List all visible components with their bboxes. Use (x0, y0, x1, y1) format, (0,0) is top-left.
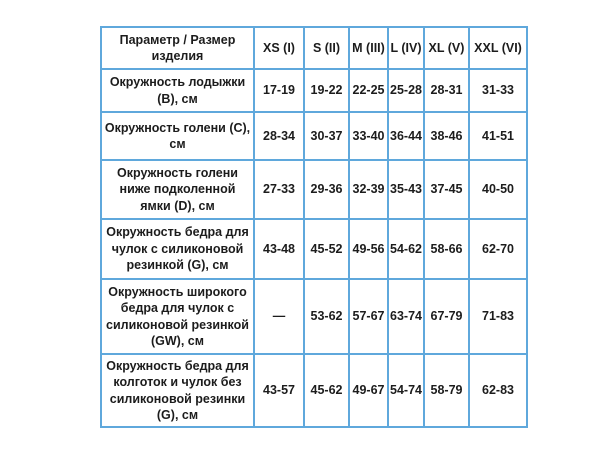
size-table (100, 26, 528, 428)
value-cell: 43-57 (254, 354, 304, 427)
value-cell: 58-79 (424, 354, 469, 427)
table-row-below-knee (101, 160, 527, 219)
table-row-ankle (101, 69, 527, 112)
value-cell: 22-25 (349, 69, 388, 112)
value-cell: 71-83 (469, 279, 527, 354)
value-cell: 41-51 (469, 112, 527, 160)
value-cell: 38-46 (424, 112, 469, 160)
value-cell: 67-79 (424, 279, 469, 354)
size-header-s: S (II) (304, 27, 349, 69)
value-cell: 36-44 (388, 112, 424, 160)
value-cell: 45-52 (304, 219, 349, 279)
table-row-calf (101, 112, 527, 160)
table-row-thigh-no-silicone (101, 354, 527, 427)
value-cell: 33-40 (349, 112, 388, 160)
value-cell: 28-31 (424, 69, 469, 112)
value-cell: 25-28 (388, 69, 424, 112)
value-cell: 57-67 (349, 279, 388, 354)
param-cell: Окружность голени ниже подколенной ямки (D), см (101, 160, 254, 219)
value-cell: 43-48 (254, 219, 304, 279)
value-cell: 54-62 (388, 219, 424, 279)
size-header-xxl: XXL (VI) (469, 27, 527, 69)
value-cell: 31-33 (469, 69, 527, 112)
value-cell: 63-74 (388, 279, 424, 354)
table-row-wide-thigh-silicone (101, 279, 527, 354)
value-cell: 29-36 (304, 160, 349, 219)
param-cell: Окружность бедра для колготок и чулок без силиконовой резинки (G), см (101, 354, 254, 427)
value-cell: 58-66 (424, 219, 469, 279)
value-cell: 40-50 (469, 160, 527, 219)
value-cell: 17-19 (254, 69, 304, 112)
value-cell: 27-33 (254, 160, 304, 219)
value-cell: 37-45 (424, 160, 469, 219)
param-cell: Окружность широкого бедра для чулок с силиконовой резинкой (GW), см (101, 279, 254, 354)
value-cell: 62-70 (469, 219, 527, 279)
param-cell: Окружность голени (C), см (101, 112, 254, 160)
value-cell: 45-62 (304, 354, 349, 427)
table-row-thigh-silicone (101, 219, 527, 279)
value-cell: 32-39 (349, 160, 388, 219)
param-cell: Окружность бедра для чулок с силиконовой резинкой (G), см (101, 219, 254, 279)
value-cell: 35-43 (388, 160, 424, 219)
value-cell: 49-56 (349, 219, 388, 279)
value-cell: 19-22 (304, 69, 349, 112)
value-cell: 30-37 (304, 112, 349, 160)
value-cell: 49-67 (349, 354, 388, 427)
size-header-m: M (III) (349, 27, 388, 69)
value-cell: 54-74 (388, 354, 424, 427)
size-header-l: L (IV) (388, 27, 424, 69)
size-header-xs: XS (I) (254, 27, 304, 69)
param-cell: Окружность лодыжки (B), см (101, 69, 254, 112)
table-header-row (101, 27, 527, 69)
value-cell: 62-83 (469, 354, 527, 427)
value-cell: 53-62 (304, 279, 349, 354)
param-header-cell: Параметр / Размер изделия (101, 27, 254, 69)
value-cell: — (254, 279, 304, 354)
value-cell: 28-34 (254, 112, 304, 160)
size-header-xl: XL (V) (424, 27, 469, 69)
